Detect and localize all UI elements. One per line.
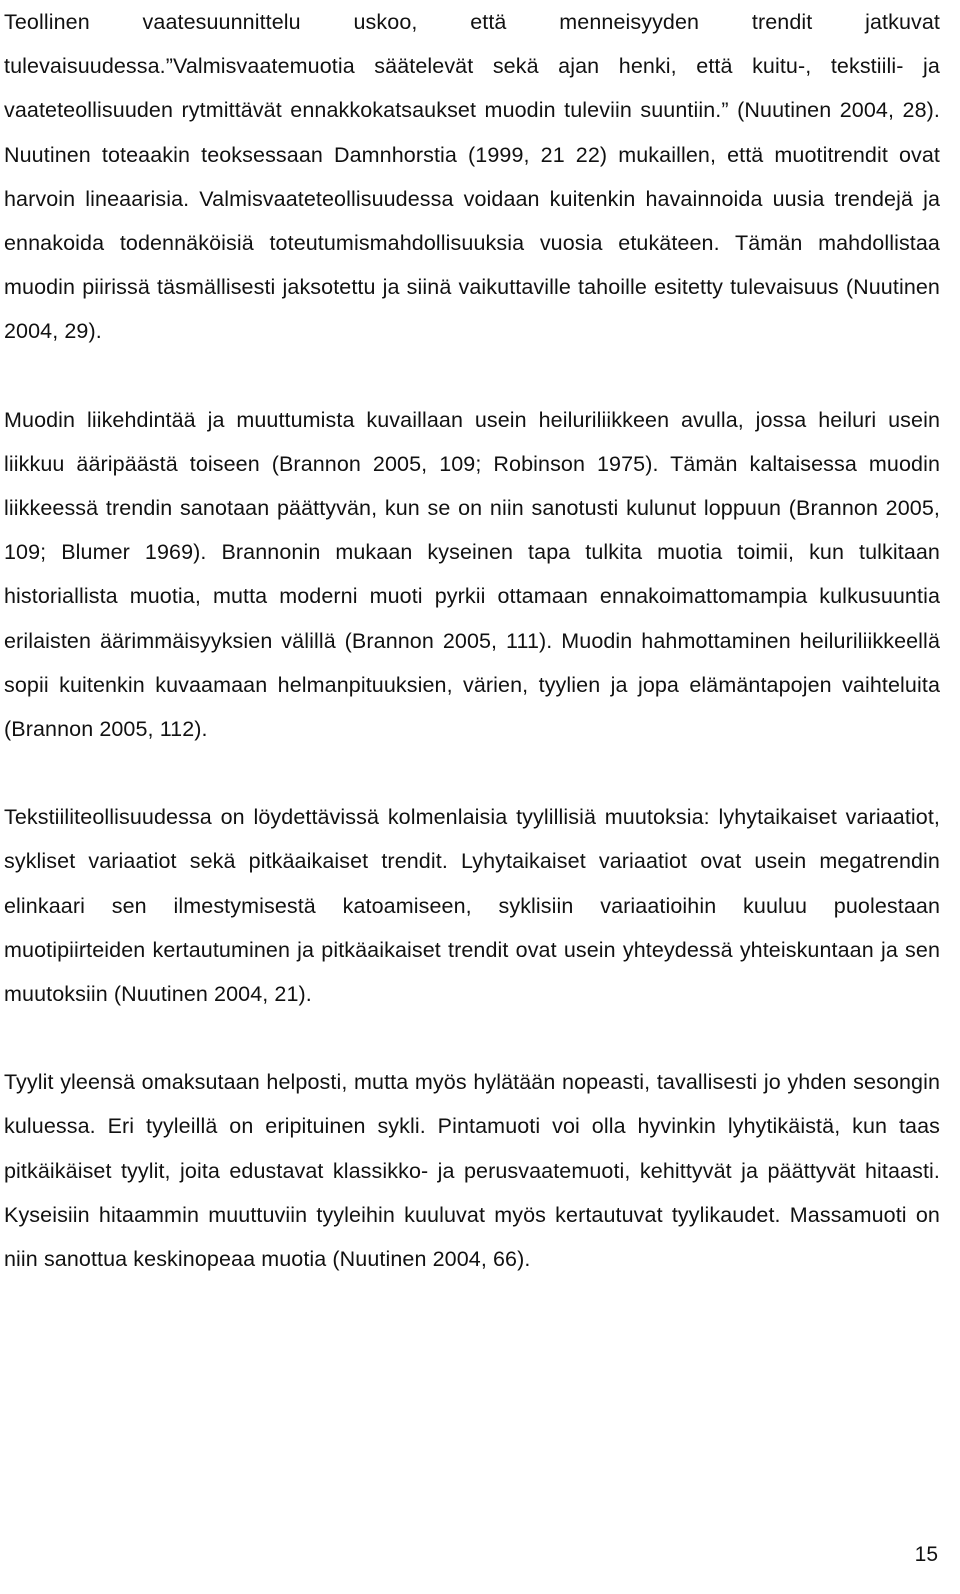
page-number: 15: [914, 1543, 938, 1566]
paragraph-style-cycles: Tyylit yleensä omaksutaan helposti, mutta myös hylätään nopeasti, tavallisesti jo yhden sesongin kuluessa. Eri tyyleillä on eripituinen sykli. Pintamuoti voi olla hyvinkin lyhytikäistä, kun taas pitkäikäiset tyylit, joita edustavat klassikko- ja perusvaatemuoti, kehittyvät ja päättyvät hitaasti. Kyseisiin hitaammin muuttuviin tyyleihin kuuluvat myös kertautuvat tyylikaudet. Massamuoti on niin sanottua keskinopeaa muotia (Nuutinen 2004, 66).: [4, 1070, 940, 1272]
paragraph-style-changes: Tekstiiliteollisuudessa on löydettävissä kolmenlaisia tyylillisiä muutoksia: lyhytaikaiset variaatiot, sykliset variaatiot sekä pitkäaikaiset trendit. Lyhytaikaiset variaatiot ovat usein megatrendin elinkaari sen ilmestymisestä katoamiseen, syklisiin variaatioihin kuuluu puolestaan muotipiirteiden kertautuminen ja pitkäaikaiset trendit ovat usein yhteydessä yhteiskuntaan ja sen muutoksiin (Nuutinen 2004, 21).: [4, 805, 940, 1007]
paragraph-pendulum-movement: Muodin liikehdintää ja muuttumista kuvaillaan usein heiluriliikkeen avulla, jossa heiluri usein liikkuu ääripäästä toiseen (Brannon 2005, 109; Robinson 1975). Tämän kaltaisessa muodin liikkeessä trendin sanotaan päättyvän, kun se on niin sanotusti kulunut loppuun (Brannon 2005, 109; Blumer 1969). Brannonin mukaan kyseinen tapa tulkita muotia toimii, kun tulkitaan historiallista muotia, mutta moderni muoti pyrkii ottamaan ennakoimattomampia kulkusuuntia erilaisten äärimmäisyyksien välillä (Brannon 2005, 111). Muodin hahmottaminen heiluriliikkeellä sopii kuitenkin kuvaamaan helmanpituuksien, värien, tyylien ja jopa elämäntapojen vaihteluita (Brannon 2005, 112).: [4, 407, 940, 742]
document-page: [4, 0, 940, 1281]
paragraph-trend-forecasting: Teollinen vaatesuunnittelu uskoo, että menneisyyden trendit jatkuvat tulevaisuudessa.”Valmisvaatemuotia säätelevät sekä ajan henki, että kuitu-, tekstiili- ja vaateteollisuuden rytmittävät ennakkokatsaukset muodin tuleviin suuntiin.” (Nuutinen 2004, 28). Nuutinen toteaakin teoksessaan Damnhorstia (1999, 21 22) mukaillen, että muotitrendit ovat harvoin lineaarisia. Valmisvaateteollisuudessa voidaan kuitenkin havainnoida uusia trendejä ja ennakoida todennäköisiä toteutumismahdollisuuksia vuosia etukäteen. Tämän mahdollistaa muodin piirissä täsmällisesti jaksotettu ja siinä vaikuttaville tahoille esitetty tulevaisuus (Nuutinen 2004, 29).: [4, 10, 940, 344]
